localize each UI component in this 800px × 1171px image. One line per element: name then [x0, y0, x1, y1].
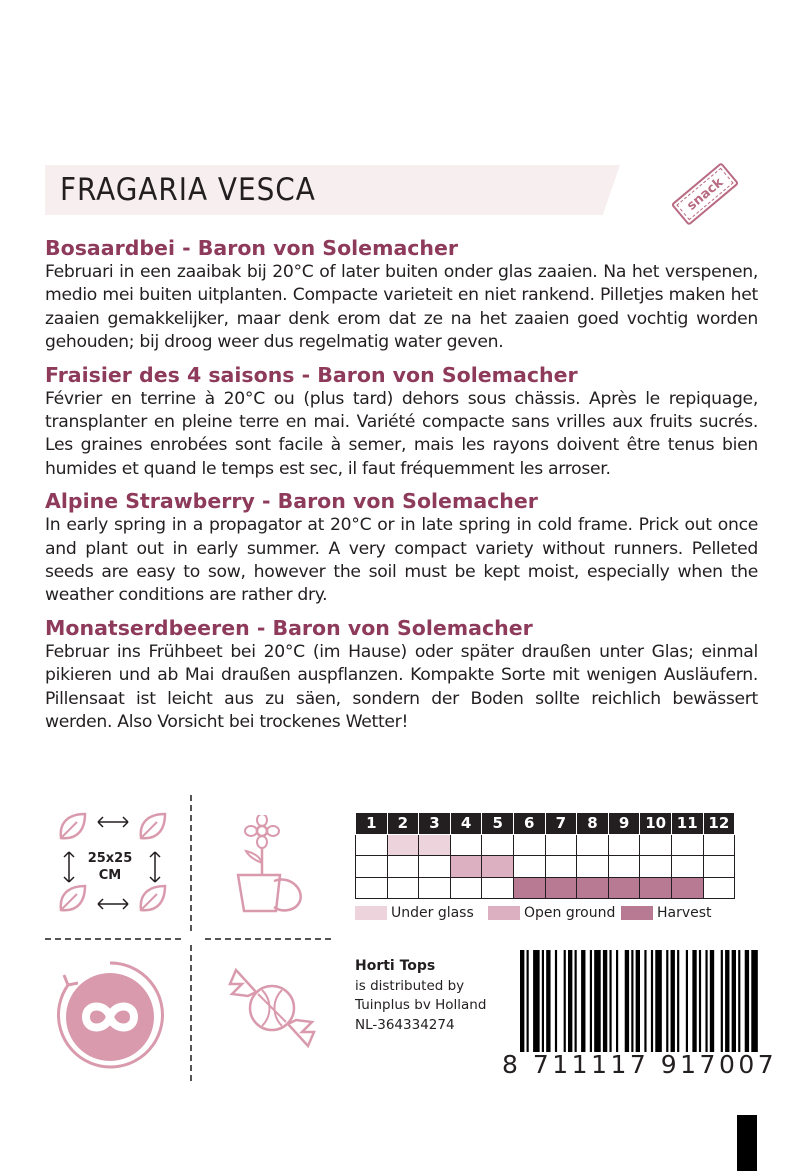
barcode-bar — [692, 950, 696, 1052]
barcode-bar — [699, 950, 701, 1052]
calendar-row-open-ground — [356, 856, 735, 878]
calendar-cell — [419, 834, 451, 856]
calendar-cell — [608, 856, 640, 878]
calendar-cell — [545, 877, 577, 899]
calendar-row-under-glass — [356, 834, 735, 856]
print-registration-mark — [737, 1115, 757, 1171]
month-cell: 1 — [356, 813, 388, 835]
leaf-icon — [135, 880, 171, 916]
calendar-cell — [356, 834, 388, 856]
section-heading: Monatserdbeeren - Baron von Solemacher — [45, 615, 533, 640]
calendar-row-harvest — [356, 877, 735, 899]
brand-name: Horti Tops — [355, 958, 436, 974]
legend-label: Open ground — [524, 905, 616, 921]
barcode-bar — [745, 950, 749, 1052]
vertical-arrow-icon — [62, 850, 76, 884]
barcode-digits: 8 711117 917007 — [502, 1050, 778, 1079]
calendar-cell — [482, 834, 514, 856]
month-cell: 8 — [577, 813, 609, 835]
calendar-cell — [671, 856, 703, 878]
calendar-cell — [577, 856, 609, 878]
distributor-line: NL-364334274 — [355, 1016, 455, 1033]
snack-tag — [671, 162, 740, 226]
barcode-bar — [575, 950, 577, 1052]
divider — [205, 938, 335, 940]
calendar-cell — [513, 834, 545, 856]
month-cell: 11 — [671, 813, 703, 835]
section-text: Februar ins Frühbeet bei 20°C (im Hause) oder später draußen unter Glas; einmal pikieren und ab Mai draußen auspflanzen. Kompakte Sorte mit wenigen Ausläufern. Pillensaat ist leicht aus zu säen, sondern der Boden sollte reichlich bewässert werden. Also Vorsicht bei trockenes Wetter! — [45, 641, 758, 733]
barcode-bar — [725, 950, 729, 1052]
barcode-bar — [671, 950, 675, 1052]
section-german — [45, 615, 758, 735]
horizontal-arrow-icon — [96, 897, 130, 911]
barcode-bar — [738, 950, 740, 1052]
species-title: FRAGARIA VESCA — [60, 172, 316, 208]
legend-label: Harvest — [657, 905, 712, 921]
barcode-bar — [655, 950, 662, 1052]
barcode-bar — [609, 950, 611, 1052]
legend-under-glass — [355, 905, 474, 921]
barcode-bar — [686, 950, 688, 1052]
calendar-cell — [387, 877, 419, 899]
month-cell: 9 — [608, 813, 640, 835]
calendar-cell — [640, 856, 672, 878]
divider — [190, 945, 192, 1085]
barcode-bar — [651, 950, 653, 1052]
calendar-cell — [640, 877, 672, 899]
month-cell: 2 — [387, 813, 419, 835]
description-sections — [45, 235, 758, 742]
snack-tag-label: snack — [684, 174, 726, 214]
barcode-bar — [631, 950, 633, 1052]
legend-swatch — [488, 906, 520, 920]
barcode-bar — [705, 950, 707, 1052]
calendar-cell — [356, 856, 388, 878]
spacing-unit: CM — [98, 868, 122, 883]
sowing-calendar — [355, 812, 735, 899]
spacing-value: 25x25 — [87, 851, 133, 866]
legend-harvest — [621, 905, 712, 921]
section-heading: Fraisier des 4 saisons - Baron von Solemacher — [45, 362, 578, 387]
section-english — [45, 488, 758, 608]
calendar-cell — [703, 834, 735, 856]
calendar-cell — [545, 856, 577, 878]
calendar-cell — [703, 877, 735, 899]
section-french — [45, 362, 758, 482]
perennial-infinity-icon — [50, 955, 170, 1075]
section-heading: Alpine Strawberry - Baron von Solemacher — [45, 489, 538, 514]
barcode-bar — [677, 950, 679, 1052]
leaf-icon — [55, 880, 91, 916]
barcode-bar — [616, 950, 618, 1052]
calendar-header — [356, 813, 735, 835]
distributor-line: Tuinplus bv Holland — [355, 997, 487, 1013]
calendar-cell — [671, 877, 703, 899]
calendar-cell — [419, 877, 451, 899]
barcode-bar — [581, 950, 585, 1052]
calendar-cell — [387, 856, 419, 878]
month-cell: 6 — [513, 813, 545, 835]
calendar-cell — [671, 834, 703, 856]
barcode-bar — [732, 950, 736, 1052]
calendar-cell — [356, 877, 388, 899]
barcode-bar — [721, 950, 723, 1052]
calendar-cell — [703, 856, 735, 878]
vertical-arrow-icon — [148, 850, 162, 884]
divider — [190, 795, 192, 935]
calendar-cell — [608, 834, 640, 856]
calendar-cell — [608, 877, 640, 899]
calendar-cell — [640, 834, 672, 856]
calendar-cell — [482, 856, 514, 878]
barcode-bar — [555, 950, 557, 1052]
calendar-cell — [387, 834, 419, 856]
month-cell: 5 — [482, 813, 514, 835]
section-dutch — [45, 235, 758, 355]
month-cell: 12 — [703, 813, 735, 835]
distributor-line: is distributed by — [355, 977, 465, 994]
section-text: In early spring in a propagator at 20°C or in late spring in cold frame. Prick out once and plant out in early summer. A very compact variety without runners. Pelleted seeds are easy to sow, however the soil must be kept moist, especially when the weather conditions are rather dry. — [45, 515, 758, 606]
barcode-bar — [751, 950, 758, 1052]
distributor-info — [355, 957, 486, 1035]
legend-swatch — [621, 906, 653, 920]
barcode-bar — [603, 950, 607, 1052]
barcode-bar — [546, 950, 550, 1052]
horizontal-arrow-icon — [96, 815, 130, 829]
calendar-cell — [450, 856, 482, 878]
candy-icon — [222, 958, 322, 1058]
month-cell: 7 — [545, 813, 577, 835]
calendar-cell — [419, 856, 451, 878]
barcode-bar — [636, 950, 640, 1052]
legend-open-ground — [488, 905, 615, 921]
barcode — [520, 950, 760, 1052]
calendar-cell — [513, 856, 545, 878]
calendar-cell — [577, 877, 609, 899]
section-text: Février en terrine à 20°C ou (plus tard) dehors sous chässis. Après le repiquage, transplanter en pleine terre en mai. Variété compacte sans vrilles aux fruits sucrés. Les graines enrobées sont facile à semer, mais les rayons doivent être tenus bien humides et quand le temps est sec, il faut fréquemment les arroser. — [45, 388, 758, 479]
calendar-cell — [577, 834, 609, 856]
legend-swatch — [355, 906, 387, 920]
barcode-bar — [644, 950, 646, 1052]
month-cell: 4 — [450, 813, 482, 835]
barcode-bar — [533, 950, 540, 1052]
calendar-cell — [545, 834, 577, 856]
barcode-bar — [520, 950, 524, 1052]
section-heading: Bosaardbei - Baron von Solemacher — [45, 236, 459, 260]
barcode-bar — [568, 950, 572, 1052]
barcode-bar — [666, 950, 668, 1052]
barcode-bar — [710, 950, 714, 1052]
leaf-icon — [55, 808, 91, 844]
month-cell: 3 — [419, 813, 451, 835]
legend-label: Under glass — [391, 905, 474, 921]
barcode-bar — [590, 950, 592, 1052]
section-text: Februari in een zaaibak bij 20°C of later buiten onder glas zaaien. Na het verspenen, medio mei buiten uitplanten. Compacte varieteit en niet rankend. Pilletjes maken het zaaien gemakkelijker, maar denk erom dat ze na het zaaien goed vochtig worden gehouden; bij droog weer dus regelmatig water geven. — [45, 262, 758, 353]
flower-icon — [228, 815, 313, 920]
barcode-bar — [594, 950, 601, 1052]
calendar-cell — [450, 877, 482, 899]
calendar-cell — [482, 877, 514, 899]
leaf-icon — [135, 808, 171, 844]
plant-spacing-label — [80, 850, 140, 884]
barcode-bar — [564, 950, 566, 1052]
barcode-bar — [625, 950, 629, 1052]
barcode-bar — [527, 950, 529, 1052]
divider — [45, 938, 185, 940]
calendar-cell — [513, 877, 545, 899]
calendar-cell — [450, 834, 482, 856]
barcode-bar — [542, 950, 544, 1052]
month-cell: 10 — [640, 813, 672, 835]
